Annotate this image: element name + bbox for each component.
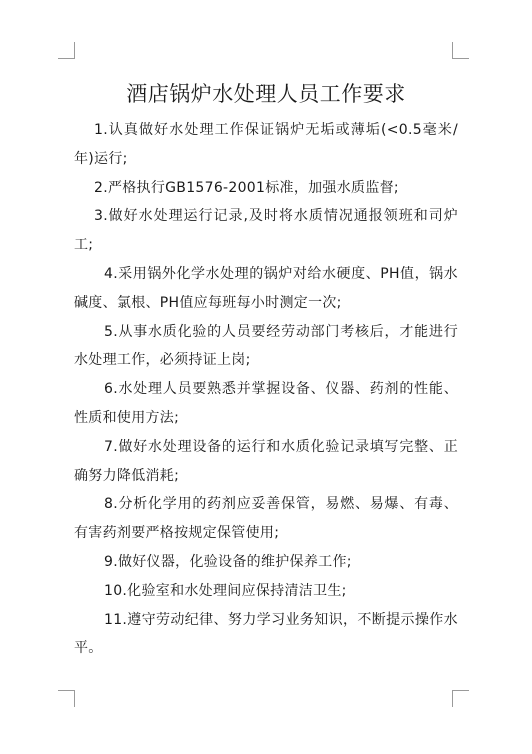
requirement-item: 7.做好水处理设备的运行和水质化验记录填写完整、正确努力降低消耗; xyxy=(74,438,458,484)
page-corner-mark-top-left xyxy=(58,42,75,59)
document-title: 酒店锅炉水处理人员工作要求 xyxy=(126,82,406,106)
requirement-item: 4.采用锅外化学水处理的锅炉对给水硬度、PH值，锅水碱度、氯根、PH值应每班每小时测定一次; xyxy=(74,265,458,311)
requirement-item: 11.遵守劳动纪律、努力学习业务知识，不断提示操作水平。 xyxy=(74,611,458,657)
page-corner-mark-bottom-left xyxy=(58,690,75,707)
requirement-item: 8.分析化学用的药剂应妥善保管，易燃、易爆、有毒、有害药剂要严格按规定保管使用; xyxy=(74,496,458,542)
requirement-item: 1.认真做好水处理工作保证锅炉无垢或薄垢(<0.5毫米/年)运行; xyxy=(74,122,458,167)
requirement-item: 2.严格执行GB1576-2001标准，加强水质监督; xyxy=(94,179,399,196)
requirement-item: 5.从事水质化验的人员要经劳动部门考核后，才能进行水处理工作，必须持证上岗; xyxy=(74,323,458,369)
requirement-item: 3.做好水处理运行记录,及时将水质情况通报领班和司炉工; xyxy=(74,208,458,254)
page-corner-mark-top-right xyxy=(452,42,469,59)
requirement-item: 10.化验室和水处理间应保持清洁卫生; xyxy=(104,582,347,599)
page-corner-mark-bottom-right xyxy=(452,690,469,707)
requirement-item: 6.水处理人员要熟悉并掌握设备、仪器、药剂的性能、性质和使用方法; xyxy=(74,381,458,426)
requirement-item: 9.做好仪器，化验设备的维护保养工作; xyxy=(104,553,352,570)
document-body xyxy=(74,116,458,663)
